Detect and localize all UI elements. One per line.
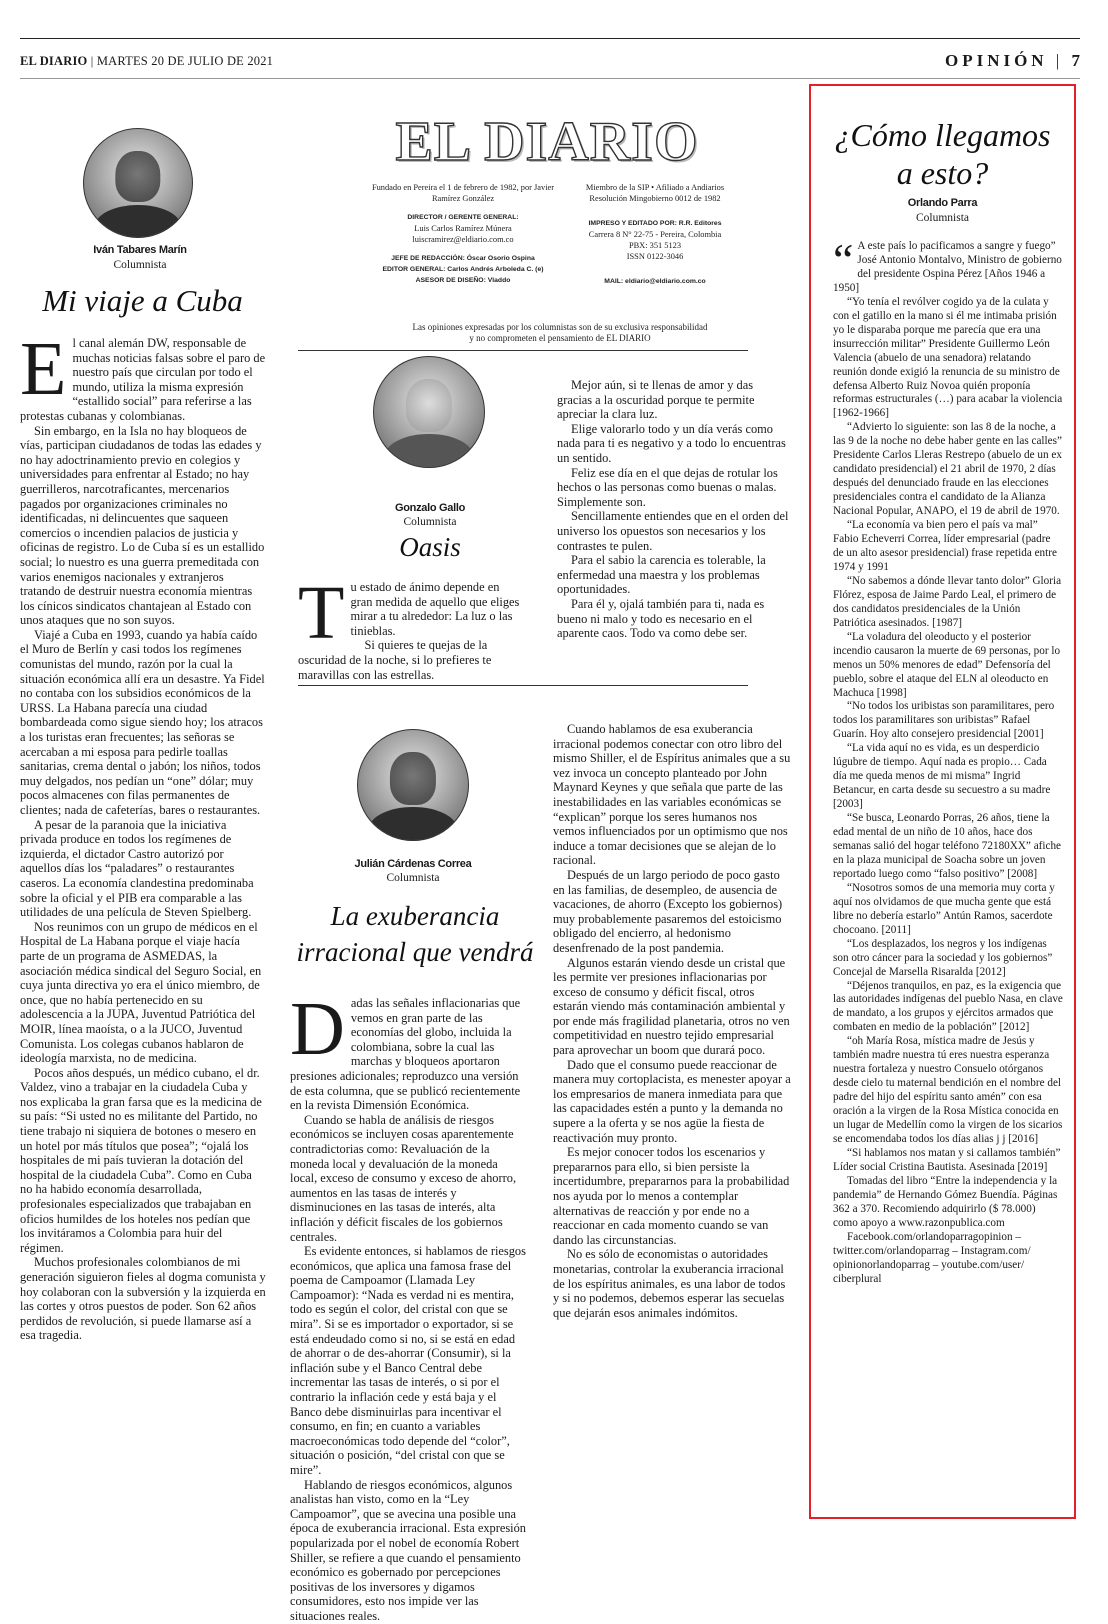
paragraph: Es mejor conocer todos los escenarios y prepararnos para ello, si bien persiste la incertidumbre, prepararnos para la probabilidad nos ayuda por lo menos a contemplar alternativas de reacción y por ende no a reaccionar en cada momento cuando se van dando las circunstancias. <box>553 1145 790 1247</box>
paragraph: Dado que el consumo puede reaccionar de manera muy cortoplacista, es menester apoyar a los empresarios de manera inmediata para que las capacidades estén a punto y la demanda no supere a la oferta y se nos agüe la fiesta de reactivación muy pronto. <box>553 1057 791 1145</box>
title-line: irracional que vendrá <box>296 937 534 967</box>
section-name: OPINIÓN <box>944 51 1048 70</box>
masthead-rule <box>298 350 748 351</box>
paragraph: Para él y, ojalá también para ti, nada es bueno ni malo y todo es necesario en el aparente caos. Todo va como debe ser. <box>557 596 765 641</box>
author-photo-gonzalo <box>373 356 485 468</box>
social-links: Facebook.com/orlandoparragopinion –twitter.com/orlandoparrag – Instagram.com/ opinionorlandoparrag – youtube.com/user/ ciberplural <box>833 1230 1031 1285</box>
author-role: Columnista <box>113 259 167 271</box>
issue-date: MARTES 20 DE JULIO DE 2021 <box>96 54 274 68</box>
title-line: ¿Cómo llegamos <box>834 117 1051 153</box>
issn-line: ISSN 0122-3046 <box>626 252 684 261</box>
article-title: Oasis <box>399 532 461 562</box>
face-shape <box>390 752 436 805</box>
disclaimer-line: Las opiniones expresadas por los columnistas son de su exclusiva responsabilidad <box>412 322 708 332</box>
paragraph: u estado de ánimo depende en gran medida de aquello que eliges mirar a tu alrededor: La luz o las tinieblas. <box>350 580 520 638</box>
page-header-left <box>20 54 273 69</box>
paragraph: “Nosotros somos de una memoria muy corta y aquí nos olvidamos de que mucha gente que está libre no debería estarlo” Antún Ramos, sacerdote chocoano. [2011] <box>833 881 1055 936</box>
section-rule <box>298 685 748 686</box>
shoulders-shape <box>385 434 473 468</box>
article-title: Mi viaje a Cuba <box>42 283 243 318</box>
paragraph: “La voladura del oleoducto y el posterior incendio causaron la muerte de 69 personas, por lo menos un 50% menores de edad” Defensoría del pueblo, sobre el ataque del ELN al oleoducto en Machuca [1998] <box>833 630 1061 699</box>
header-separator-right: | <box>1055 51 1064 70</box>
paragraph: “Advierto lo siguiente: son las 8 de la noche, a las 9 de la noche no debe haber gente en las calles” Presidente Carlos Lleras Restrepo (abuelo de un ex candidato presidencial) el 21 abril de 1970, 2 días después del denunciado fraude en las elecciones presidenciales contra el candidato de la Alianza Nacional Popular, ANAPO, el 19 de abril de 1970. <box>833 421 1062 518</box>
paragraph: l canal alemán DW, responsable de muchas noticias falsas sobre el paro de nuestro país que circulan por todo el mundo, utiliza la misma expresión “estallido social” para referirse a las protestas cubanas y colombianas. <box>20 336 266 423</box>
article-body-3a <box>290 987 528 1624</box>
paragraph: “Se busca, Leonardo Porras, 26 años, tiene la edad mental de un niño de 10 años, hace dos semanas salió del hogar teléfono 72180XX” afiche en la plaza municipal de Soacha sobre un joven reportado luego como “falso positivo” [2008] <box>833 812 1062 880</box>
title-line: a esto? <box>896 155 989 191</box>
paragraph: “La economía va bien pero el país va mal” Fabio Echeverri Correa, líder empresarial (padre de un alto asesor presidencial) frase repetida entre 1974 y 1991 <box>833 519 1057 573</box>
author-name: Orlando Parra <box>907 197 978 209</box>
pbx-line: PBX: 351 5123 <box>628 241 682 250</box>
paragraph: Tomadas del libro “Entre la independencia y la pandemia” de Hernando Gómez Buendía. Páginas 362 a 370. Recomiendo adquirirlo ($ 78.000) como apoyo a www.razonpublica.com <box>833 1174 1058 1229</box>
paragraph: “La vida aquí no es vida, es un desperdicio lúgubre de tiempo. Aquí nada es propio… Cada día me queda menos de mi misma” Ingrid Betancur, en carta desde su secuestro a su madre [2003] <box>833 742 1051 811</box>
paragraph: Pocos años después, un médico cubano, el dr. Valdez, vino a trabajar en la ciudadela Cuba y nos explicaba la gran farsa que es la medicina de su país: “Si usted no es militante del Partido, no tiene trabajo ni siquiera de botones o mesero en un hotel por más títulos que posea”; “ojalá los hospitales de mi país tuvieran la dotación del hospital de la ciudadela Cuba”. Como en Cuba no ha habido economía desarrollada, profesionales especializados que trabajaban en oficios humildes de los hoteles nos pedían que los invitáramos a Colombia para huir del régimen. <box>20 1065 262 1255</box>
editor-in-chief: JEFE DE REDACCIÓN: Óscar Osorio Ospina <box>391 255 535 262</box>
article-body-2a <box>298 571 524 682</box>
paper-name: EL DIARIO <box>20 54 88 68</box>
general-editor: EDITOR GENERAL: Carlos Andrés Arboleda C. (e) <box>382 266 544 273</box>
paragraph: Algunos estarán viendo desde un cristal que les permite ver presiones inflacionarias por exceso de consumo y déficit fiscal, otros estarán viendo más contaminación ambiental y por ende más fragilidad planetaria, otros no ven competitividad en nuestro tejido empresarial para aprovechar un boom que durará poco. <box>553 955 790 1058</box>
article-title <box>290 898 540 970</box>
author-role: Columnista <box>915 212 970 224</box>
author-name: Iván Tabares Marín <box>93 244 187 256</box>
resolution-line: Resolución Mingobierno 0012 de 1982 <box>589 194 721 203</box>
paragraph: “oh María Rosa, mística madre de Jesús y también madre nuestra tú eres nuestra esperanza nuestra fortaleza y nuestro Consuelo otórganos desde cielo tu maternal bendición en el nombre del padre del hijo del espíritu santo amén” con esa oración a la virgen de la Rosa Mística conocida en un lugar de Medellín como la virgen de los sicarios se encomendaba todos los días alias j j [2016] <box>833 1035 1063 1145</box>
paragraph: Si quieres te quejas de la oscuridad de la noche, si lo prefieres te maravillas con las estrellas. <box>298 638 492 682</box>
article-title <box>820 116 1065 192</box>
paragraph: “Yo tenía el revólver cogido ya de la culata y con el gatillo en la mano si él me intimaba prisión yo le disparaba porque me parecía que era una insurrección militar” Presidente Guillermo León Valencia (abuelo de una senadora) relatando reunión donde exigió la renuncia de su ministro de defensa Alberto Ruiz Novoa quién proponía reformas estructurales (…) para acabar la violencia [1962-1966] <box>833 295 1063 420</box>
article-body-1 <box>20 327 266 1343</box>
top-rule <box>20 38 1080 39</box>
face-shape <box>406 379 452 432</box>
paragraph: Feliz ese día en el que dejas de rotular los hechos o las personas como buenas o malas. Simplemente son. <box>557 465 778 509</box>
page-number: 7 <box>1071 51 1080 70</box>
paragraph: “Los desplazados, los negros y los indígenas son otro cáncer para la sociedad y los gobiernos” Concejal de Marsella Risaralda [2012] <box>833 937 1053 978</box>
author-role: Columnista <box>386 872 440 884</box>
membership-line: Miembro de la SIP • Afiliado a Andiarios <box>585 183 725 192</box>
author-photo-julian <box>357 729 469 841</box>
paragraph: Después de un largo periodo de poco gasto en las familias, de desempleo, de ausencia de vacaciones, de ahorro (Excepto los gobiernos) muy probablemente pasaremos del estoicismo obligado del encierro, al hedonismo desenfrenado de la post pandemia. <box>553 867 783 955</box>
mail-line: MAIL: eldiario@eldiario.com.co <box>604 278 706 285</box>
disclaimer <box>350 322 770 344</box>
paragraph: “No sabemos a dónde llevar tanto dolor” Gloria Flórez, esposa de Jaime Pardo Leal, el primero de dos candidatos presidenciales de la Unión Patriótica asesinados. [1987] <box>833 574 1062 629</box>
address-line: Carrera 8 N° 22-75 - Pereira, Colombia <box>588 230 722 239</box>
paragraph: “Si hablamos nos matan y si callamos también” Líder social Cristina Bautista. Asesinada [2019] <box>833 1146 1061 1173</box>
paragraph: Elige valorarlo todo y un día verás como nada para ti es negativo y a todo lo encuentras un sentido. <box>557 421 786 465</box>
paragraph: Cuando se habla de análisis de riesgos económicos se incluyen cosas aparentemente contradictorias como: Revaluación de la moneda local y devaluación de la moneda local, exceso de consumo y exceso de ahorro, aumentos en las tasas de interés y disminuciones en las tasas de interés, alta inflación y déficit fiscales de los gobiernos centrales. <box>290 1112 517 1244</box>
paragraph: Hablando de riesgos económicos, algunos analistas han visto, como en la “Ley Campoamor”, que se avecina una posible una época de exuberancia irracional. Esta expresión popularizada por el nobel de economía Robert Shiller, se refiere a que cuando el pensamiento económico es gobernado por percepciones positivas de los inversores y digamos consumidores, esto nos impide ver las situaciones reales. <box>290 1477 526 1623</box>
paragraph: Cuando hablamos de esa exuberancia irracional podemos conectar con otro libro del mismo Shiller, el de Espíritus animales que a su vez invoca un concepto planteado por John Maynard Keynes y que señala que parte de las inestabilidades en las variables económicas se “explican” porque los seres humanos nos vemos influenciados por un optimismo que nos induce a tomar decisiones que se alejan de lo racional. <box>553 722 791 868</box>
masthead-info-right <box>560 182 750 287</box>
article-body-4 <box>833 234 1063 1286</box>
paragraph: No es sólo de economistas o autoridades monetarias, controlar la exuberancia irracional de los espíritus animales, es una labor de todos y si no podemos, debemos esperar las secuelas que dejarán esos animales indómitos. <box>553 1247 786 1320</box>
director-label: DIRECTOR / GERENTE GENERAL: <box>407 214 519 221</box>
masthead-logo: EL DIARIO <box>395 111 699 173</box>
paragraph: Es evidente entonces, si hablamos de riesgos económicos, que aplica una famosa frase del poema de Campoamor (Llamada Ley Campoamor): “Nada es verdad ni es mentira, todo es según el color, del cristal con que se mira”. Si se es importador o exportador, si se está endeudado como si no, si se está en edad de ahorrar o de des-ahorrar (Consumir), si la inflación sube y el Banco Central debe incrementar las tasas de interés, o si por el contrario la inflación cede y está baja y el Banco debe disminuirlas para incentivar el consumo, en fin; en cuanto a variables macroeconómicas todo depende del “color”, situación o posición, “del cristal con que se mire”. <box>290 1244 526 1477</box>
paragraph: Viajé a Cuba en 1993, cuando ya había caído el Muro de Berlín y casi todos los regímenes comunistas del mundo, razón por la cual la situación económica allí era un desastre. Ya Fidel no contaba con los subsidios económicos de la URSS. La Habana parecía una ciudad bombardeada como sigue siendo hoy; los atracos a los turistas eran frecuentes; las señoras se acercaban a mi esposa para pedirle toallas sanitarias, crema dental o jabón; los niños, todos muy delgados, nos pedían un “one” dólar; muy pocos almacenes con filas permanentes de clientes; nada de cafeterías, bares o restaurantes. <box>20 627 265 817</box>
paragraph: A este país lo pacificamos a sangre y fuego” José Antonio Montalvo, Ministro de gobierno del presidente Ospina Pérez [Años 1946 a 1950] <box>833 240 1062 294</box>
drop-cap: E <box>20 327 67 411</box>
page-header-right <box>880 51 1080 71</box>
printed-by: IMPRESO Y EDITADO POR: R.R. Editores <box>588 220 722 227</box>
article-body-3b <box>553 722 791 1320</box>
face-shape <box>115 151 160 203</box>
article-body-2b <box>557 378 789 641</box>
paragraph: Nos reunimos con un grupo de médicos en el Hospital de La Habana porque el viaje hacía parte de un programa de ASMEDAS, la asociación médica sindical del Seguro Social, en cuya junta directiva yo era el único miembro, de once, que no había pertenecido en su adolescencia a la JUPA, Juventud Patriótica del MOIR, línea maoísta, o a la JUCO, Juventud Comunista. Los colegas cubanos hablaron de ideología marxista, no de medicina. <box>20 919 262 1066</box>
paragraph: Muchos profesionales colombianos de mi generación siguieron fieles al dogma comunista y hoy colaboran con la subversión y la izquierda en las cortes y otros puestos de poder. Son 62 años perdidos de revolución, si puede llamarse así a esa tragedia. <box>20 1255 266 1343</box>
title-line: La exuberancia <box>330 901 500 931</box>
drop-cap: T <box>298 571 345 655</box>
director-email: luiscramirez@eldiario.com.co <box>412 235 514 244</box>
paragraph: Sin embargo, en la Isla no hay bloqueos de vías, participan ciudadanos de todas las edades y no hay adoctrinamiento previo en colegios y universidades para enfrentar al Estado; no hay guerrilleros, narcotraficantes, mercenarios pagados por organizaciones criminales no identificadas, ni delincuentes que saqueen comercios o incendien palacios de justicia y oficinas de registro. Lo de Cuba sí es un estallido social; lo nuestro es una guerra premeditada con varios enemigos nacionales y extranjeros tratando de destruir nuestra economía mientras los cínicos sindicatos chantajean al Estado con unos ataques que no son suyos. <box>20 423 265 628</box>
masthead-info-left <box>368 182 558 286</box>
header-separator: | <box>90 54 94 68</box>
paragraph: Sencillamente entiendes que en el orden del universo los opuestos son necesarios y los contrastes te pulen. <box>557 509 789 553</box>
founded-line: Fundado en Pereira el 1 de febrero de 1982, por Javier Ramírez González <box>371 183 555 203</box>
paragraph: “Déjenos tranquilos, en paz, es la exigencia que las autoridades indígenas del pueblo Nasa, en clave de mandato, a los grupos y ejércitos armados que combaten en medio de la población” [2012] <box>833 979 1063 1034</box>
paragraph: “No todos los uribistas son paramilitares, pero todos los paramilitares son uribistas” Rafael Guarín. Hoy alto consejero presidencial [2001] <box>833 700 1055 741</box>
author-role: Columnista <box>403 516 457 528</box>
header-rule <box>20 78 1080 79</box>
design-advisor: ASESOR DE DISEÑO: Vladdo <box>415 277 511 284</box>
paragraph: A pesar de la paranoia que la iniciativa privada produce en todos los regímenes de izquierda, el dictador Castro autorizó por aquellos días los “paladares” o restaurantes caseros. La economía clandestina predominaba sobre la oficial y el PIB era comparable a las utilidades de una película de Steven Spielberg. <box>20 817 254 920</box>
shoulders-shape <box>95 205 181 238</box>
drop-cap: D <box>290 987 345 1071</box>
author-name: Julián Cárdenas Correa <box>354 858 472 870</box>
disclaimer-line: y no comprometen el pensamiento de EL DIARIO <box>469 333 651 343</box>
paragraph: adas las señales inflacionarias que vemos en gran parte de las economías del globo, incluida la colombiana, sobre la cual las marchas y bloqueos aportaron presiones adicionales; reproduzco una versión de esta columna, que se publicó recientemente en la revista Dimensión Económica. <box>290 996 521 1113</box>
author-photo-ivan <box>83 128 193 238</box>
shoulders-shape <box>369 807 457 841</box>
author-name: Gonzalo Gallo <box>394 502 466 514</box>
paragraph: Para el sabio la carencia es tolerable, la enfermedad una maestra y los problemas oportunidades. <box>557 553 766 597</box>
director-name: Luis Carlos Ramírez Múnera <box>414 224 512 233</box>
paragraph: Mejor aún, si te llenas de amor y das gracias a la oscuridad porque te permite apreciar la clara luz. <box>557 378 755 422</box>
open-quote-mark: “ <box>833 234 854 285</box>
